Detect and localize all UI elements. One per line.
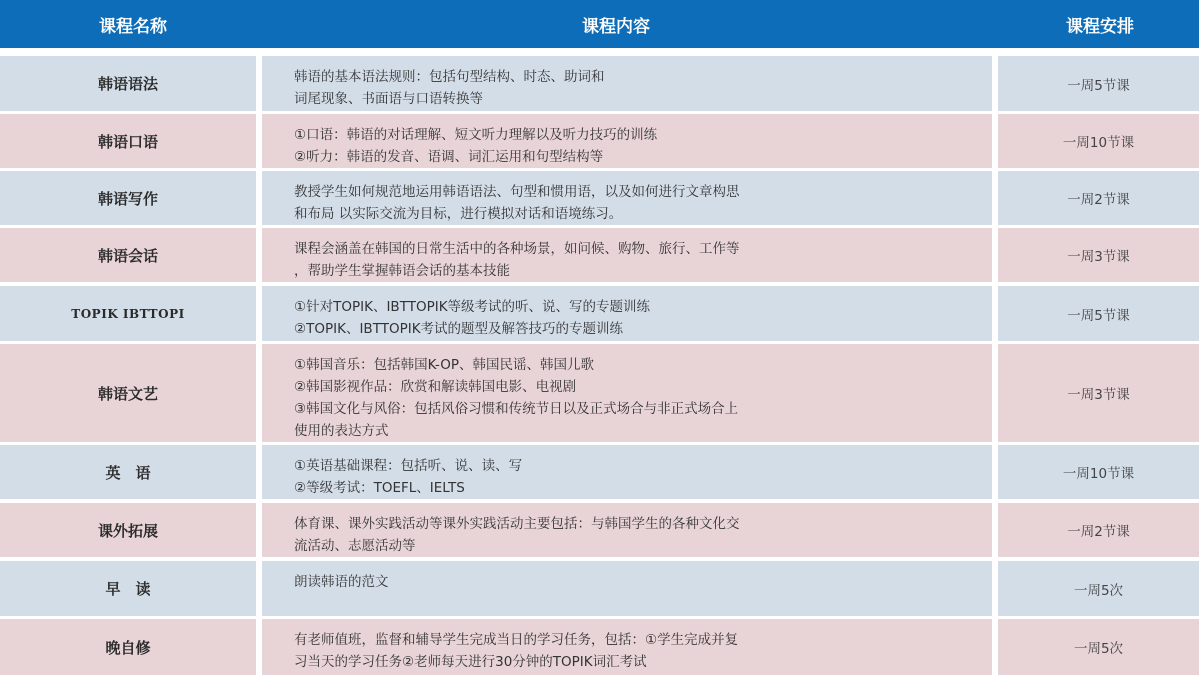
content-line: 和布局 以实际交流为目标，进行模拟对话和语境练习。 bbox=[294, 206, 623, 222]
course-content bbox=[262, 619, 992, 675]
content-line: ①针对TOPIK、IBTTOPIK等级考试的听、说、写的专题训练 bbox=[294, 299, 651, 315]
course-name: 韩语口语 bbox=[0, 114, 256, 168]
course-schedule: 一周2节课 bbox=[998, 503, 1199, 557]
course-content bbox=[262, 56, 992, 111]
course-content bbox=[262, 503, 992, 557]
content-line: ③韩国文化与风俗：包括风俗习惯和传统节日以及正式场合与非正式场合上 bbox=[294, 401, 739, 417]
content-line: 习当天的学习任务②老师每天进行30分钟的TOPIK词汇考试 bbox=[294, 654, 647, 670]
content-line: 流活动、志愿活动等 bbox=[294, 538, 416, 554]
course-schedule: 一周2节课 bbox=[998, 171, 1199, 225]
table-row bbox=[0, 114, 1199, 168]
course-name: 韩语语法 bbox=[0, 56, 256, 111]
course-schedule: 一周5节课 bbox=[998, 286, 1199, 341]
course-content bbox=[262, 114, 992, 168]
course-name: TOPIK IBTTOPI bbox=[0, 286, 256, 341]
table-row bbox=[0, 286, 1199, 341]
course-name: 韩语文艺 bbox=[0, 344, 256, 442]
table-row bbox=[0, 503, 1199, 557]
header-course-content: 课程内容 bbox=[582, 16, 650, 37]
course-schedule: 一周3节课 bbox=[998, 344, 1199, 442]
course-content bbox=[262, 561, 992, 616]
content-line: 韩语的基本语法规则：包括句型结构、时态、助词和 bbox=[294, 69, 605, 85]
course-name: 课外拓展 bbox=[0, 503, 256, 557]
course-content bbox=[262, 171, 992, 225]
table-row bbox=[0, 344, 1199, 442]
content-line: ②等级考试：TOEFL、IELTS bbox=[294, 480, 465, 496]
course-schedule: 一周5节课 bbox=[998, 56, 1199, 111]
content-line: ②听力：韩语的发音、语调、词汇运用和句型结构等 bbox=[294, 149, 604, 165]
course-name: 早 读 bbox=[0, 561, 256, 616]
content-line: 课程会涵盖在韩国的日常生活中的各种场景，如问候、购物、旅行、工作等 bbox=[294, 241, 740, 257]
course-content bbox=[262, 228, 992, 282]
content-line: 教授学生如何规范地运用韩语语法、句型和惯用语，以及如何进行文章构思 bbox=[294, 184, 740, 200]
table-row bbox=[0, 228, 1199, 282]
content-line: 有老师值班，监督和辅导学生完成当日的学习任务，包括：①学生完成并复 bbox=[294, 632, 739, 648]
course-schedule: 一周5次 bbox=[998, 619, 1199, 675]
course-schedule: 一周10节课 bbox=[998, 114, 1199, 168]
content-line: ②TOPIK、IBTTOPIK考试的题型及解答技巧的专题训练 bbox=[294, 321, 624, 337]
table-row bbox=[0, 619, 1199, 675]
table-row bbox=[0, 445, 1199, 499]
content-line: ，帮助学生掌握韩语会话的基本技能 bbox=[294, 263, 510, 279]
table-row bbox=[0, 561, 1199, 616]
table-row bbox=[0, 171, 1199, 225]
course-name: 晚自修 bbox=[0, 619, 256, 675]
course-name: 韩语写作 bbox=[0, 171, 256, 225]
content-line: ②韩国影视作品：欣赏和解读韩国电影、电视剧 bbox=[294, 379, 577, 395]
course-content bbox=[262, 286, 992, 341]
table-row bbox=[0, 56, 1199, 111]
course-name: 韩语会话 bbox=[0, 228, 256, 282]
course-name: 英 语 bbox=[0, 445, 256, 499]
header-course-schedule: 课程安排 bbox=[1066, 16, 1134, 37]
header-divider bbox=[0, 48, 1199, 52]
course-content bbox=[262, 344, 992, 442]
content-line: 体育课、课外实践活动等课外实践活动主要包括：与韩国学生的各种文化交 bbox=[294, 516, 740, 532]
course-schedule: 一周3节课 bbox=[998, 228, 1199, 282]
course-schedule: 一周5次 bbox=[998, 561, 1199, 616]
table-header bbox=[0, 0, 1199, 48]
content-line: 使用的表达方式 bbox=[294, 423, 389, 439]
content-line: 朗读韩语的范文 bbox=[294, 574, 389, 590]
course-schedule: 一周10节课 bbox=[998, 445, 1199, 499]
content-line: ①口语：韩语的对话理解、短文听力理解以及听力技巧的训练 bbox=[294, 127, 658, 143]
header-course-name: 课程名称 bbox=[99, 16, 167, 37]
course-content bbox=[262, 445, 992, 499]
content-line: 词尾现象、书面语与口语转换等 bbox=[294, 91, 483, 107]
content-line: ①英语基础课程：包括听、说、读、写 bbox=[294, 458, 523, 474]
content-line: ①韩国音乐：包括韩国K-OP、韩国民谣、韩国儿歌 bbox=[294, 357, 595, 373]
